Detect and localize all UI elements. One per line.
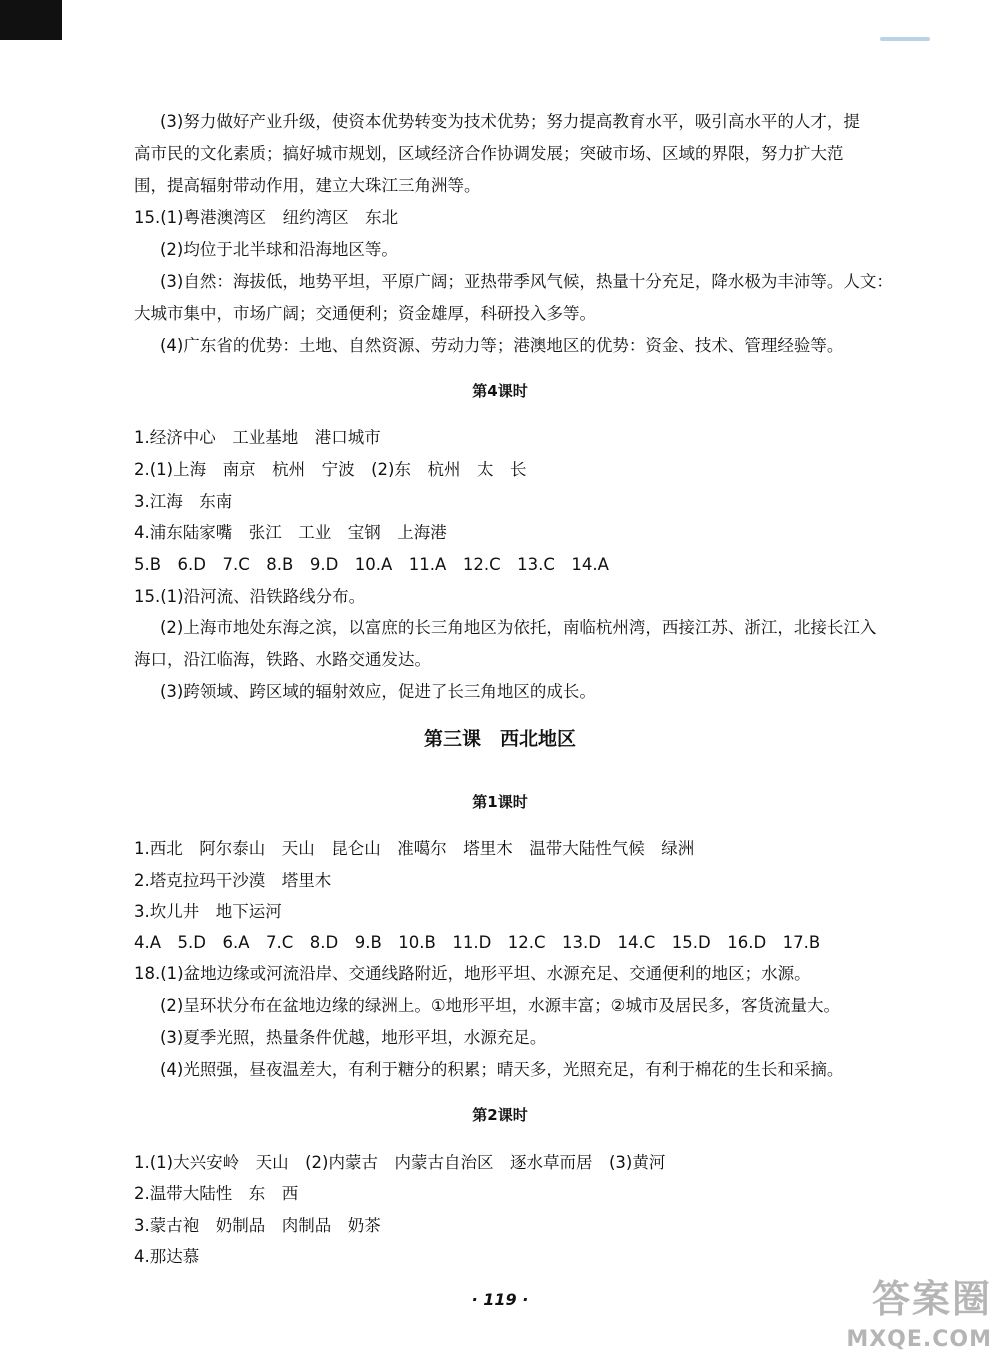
watermark-logo (842, 1268, 992, 1358)
section-heading: 第1课时 (472, 793, 528, 811)
answer-line: 3.蒙古袍 奶制品 肉制品 奶茶 (134, 1216, 381, 1235)
answer-line: 大城市集中，市场广阔；交通便利；资金雄厚，科研投入多等。 (134, 304, 596, 323)
watermark-title: 答案圈 (871, 1277, 992, 1321)
section-heading: 第4课时 (472, 382, 528, 400)
answer-line: (4)光照强，昼夜温差大，有利于糖分的积累；晴天多，光照充足，有利于棉花的生长和采摘。 (160, 1060, 844, 1079)
answer-line: (3)跨领域、跨区域的辐射效应，促进了长三角地区的成长。 (160, 682, 596, 701)
scan-corner-mark (0, 0, 62, 40)
answer-line: 2.(1)上海 南京 杭州 宁波 (2)东 杭州 太 长 (134, 460, 527, 479)
answer-line: 15.(1)沿河流、沿铁路线分布。 (134, 587, 366, 606)
answer-line: 3.坎儿井 地下运河 (134, 902, 282, 921)
answer-line: 海口，沿江临海，铁路、水路交通发达。 (134, 650, 431, 669)
answer-line: 4.浦东陆家嘴 张江 工业 宝钢 上海港 (134, 523, 447, 542)
scan-top-rule (880, 37, 930, 41)
answer-line: 1.(1)大兴安岭 天山 (2)内蒙古 内蒙古自治区 逐水草而居 (3)黄河 (134, 1153, 666, 1172)
section-heading: 第2课时 (472, 1106, 528, 1124)
answer-line: 4.那达慕 (134, 1247, 200, 1266)
answer-line: 围，提高辐射带动作用，建立大珠江三角洲等。 (134, 176, 481, 195)
answer-line: 4.A 5.D 6.A 7.C 8.D 9.B 10.B 11.D 12.C 13.D 14.C 15.D 16.D 17.B (134, 933, 821, 952)
answer-line: (3)努力做好产业升级，使资本优势转变为技术优势；努力提高教育水平，吸引高水平的人才，提 (160, 112, 860, 131)
answer-line: 15.(1)粤港澳湾区 纽约湾区 东北 (134, 208, 399, 227)
answer-line: 5.B 6.D 7.C 8.B 9.D 10.A 11.A 12.C 13.C 14.A (134, 555, 609, 574)
answer-line: 2.塔克拉玛干沙漠 塔里木 (134, 871, 332, 890)
lesson-title: 第三课 西北地区 (423, 728, 576, 750)
answer-line: (4)广东省的优势：土地、自然资源、劳动力等；港澳地区的优势：资金、技术、管理经验等。 (160, 336, 844, 355)
answer-line: 高市民的文化素质；搞好城市规划，区域经济合作协调发展；突破市场、区域的界限，努力扩大范 (134, 144, 844, 163)
answer-line: 2.温带大陆性 东 西 (134, 1184, 299, 1203)
answer-line: 1.西北 阿尔泰山 天山 昆仑山 准噶尔 塔里木 温带大陆性气候 绿洲 (134, 839, 695, 858)
answer-line: (3)夏季光照，热量条件优越，地形平坦，水源充足。 (160, 1028, 547, 1047)
answer-line: 1.经济中心 工业基地 港口城市 (134, 428, 381, 447)
answer-line: 3.江海 东南 (134, 492, 233, 511)
answer-line: (2)均位于北半球和沿海地区等。 (160, 240, 398, 259)
answer-line: (2)上海市地处东海之滨，以富庶的长三角地区为依托，南临杭州湾，西接江苏、浙江，北接长江入 (160, 618, 877, 637)
answer-line: 18.(1)盆地边缘或河流沿岸、交通线路附近，地形平坦、水源充足、交通便利的地区；水源。 (134, 964, 811, 983)
page-number: · 119 · (471, 1290, 529, 1309)
answer-line: (3)自然：海拔低，地势平坦，平原广阔；亚热带季风气候，热量十分充足，降水极为丰沛等。人文： (160, 272, 893, 291)
answer-line: (2)呈环状分布在盆地边缘的绿洲上。①地形平坦，水源丰富；②城市及居民多，客货流量大。 (160, 996, 840, 1015)
watermark-url: MXQE.COM (846, 1327, 992, 1352)
